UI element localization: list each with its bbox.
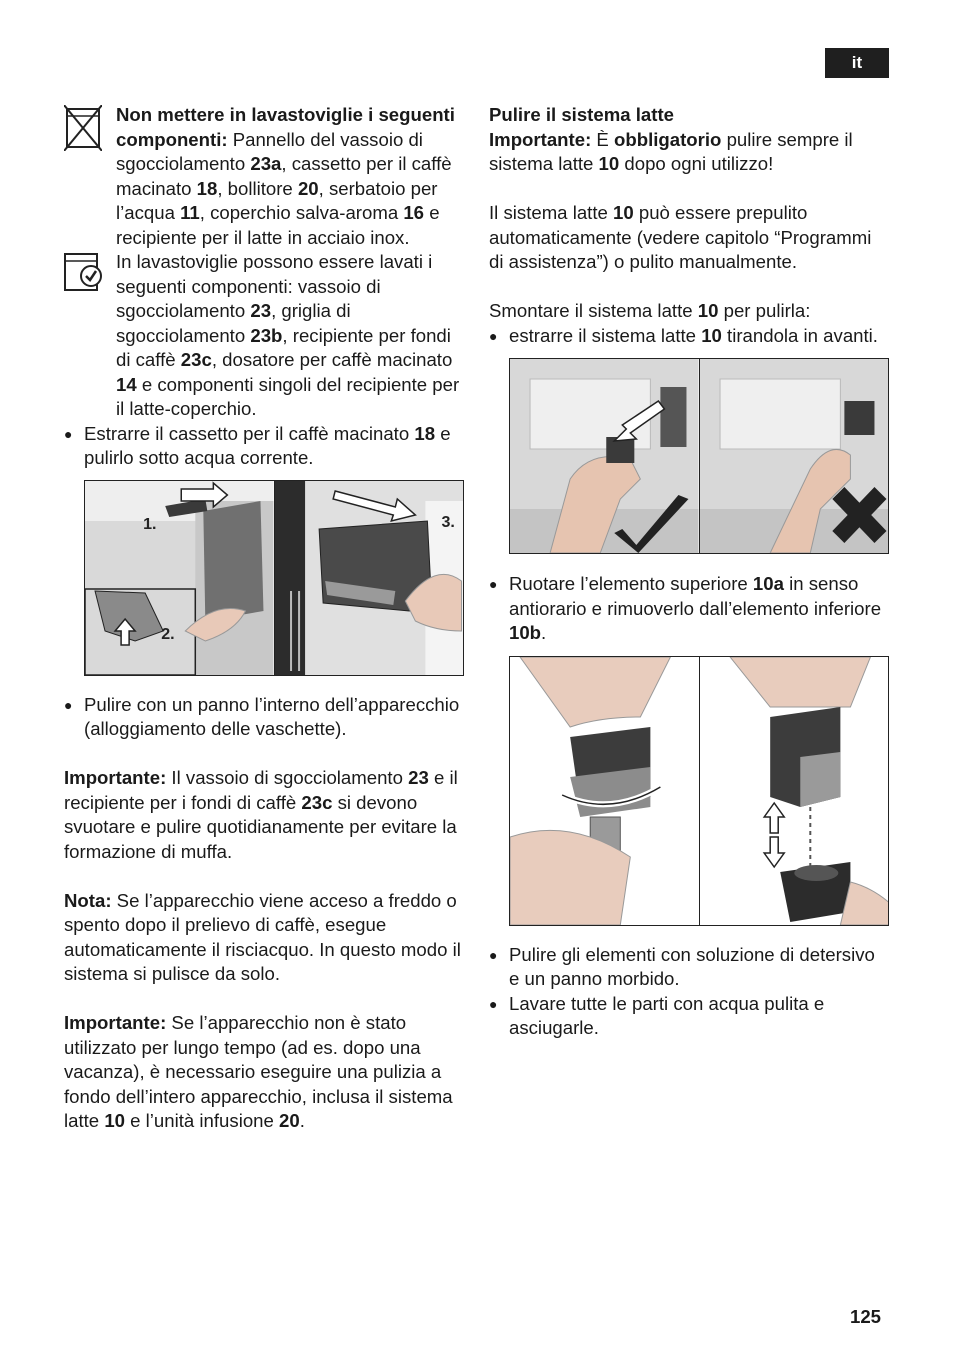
language-tab: it [825, 48, 889, 78]
figure-coffee-drawer [84, 480, 464, 676]
figure-label-3: 3. [440, 512, 455, 531]
section-heading: Pulire il sistema latte [489, 104, 674, 125]
bullet-clean-interior: ● Pulire con un panno l’interno dell’apparecchio (alloggiamento delle vaschette). [64, 693, 464, 742]
figure-pull-correct [510, 359, 699, 553]
dishwasher-not-block: Non mettere in lavastoviglie i seguenti componenti: Pannello del vassoio di sgocciolamento 23a, cassetto per il caffè macinato 18, bollitore 20, serbatoio per l’acqua 11, coperchio salva-aroma 16 e recipiente per il latte in acciaio inox. [64, 103, 464, 250]
left-column [64, 103, 464, 1134]
important-daily-note: Importante: Il vassoio di sgocciolamento 23 e il recipiente per i fondi di caffè 23c si devono svuotare e pulire quotidianamente per evitare la formazione di muffa. [64, 767, 458, 862]
disassemble-paragraph: Smontare il sistema latte 10 per pulirla: [489, 300, 811, 321]
prerinse-paragraph: Il sistema latte 10 può essere prepulito automaticamente (vedere capitolo “Programmi di assistenza”) o pulito manualmente. [489, 202, 872, 272]
bullet-rinse-dry: ● Lavare tutte le parti con acqua pulita e asciugarle. [489, 992, 889, 1041]
bullet-drawer: ● Estrarre il cassetto per il caffè macinato 18 e pulirlo sotto acqua corrente. [64, 422, 464, 471]
figure-rotate-panel [510, 657, 699, 925]
important-milk-note: Importante: È obbligatorio pulire sempre il sistema latte 10 dopo ogni utilizzo! [489, 128, 853, 174]
figure-drawer-panel-1 [85, 481, 274, 675]
important-long-disuse-note: Importante: Se l’apparecchio non è stato utilizzato per lungo tempo (ad es. dopo una vacanza), è necessario eseguire una pulizia a fondo dell’intero apparecchio, inclusa il sistema latte 10 e l’unità infusione 20. [64, 1012, 453, 1131]
figure-label-1: 1. [143, 514, 157, 533]
figure-pull-milk-system [509, 358, 889, 554]
no-dishwasher-icon [64, 105, 102, 158]
bullet-rotate-element: ● Ruotare l’elemento superiore 10a in senso antiorario e rimuoverlo dall’elemento inferiore 10b. [489, 572, 889, 646]
dishwasher-safe-icon [64, 252, 104, 299]
figure-separate-panel [699, 657, 889, 925]
bullet-pull-out: ● estrarre il sistema latte 10 tirandola in avanti. [489, 324, 889, 349]
rinse-note: Nota: Se l’apparecchio viene acceso a freddo o spento dopo il prelievo di caffè, esegue automaticamente il risciacquo. In questo modo il sistema si pulisce da solo. [64, 889, 461, 984]
dishwasher-ok-block: In lavastoviglie possono essere lavati i seguenti componenti: vassoio di sgocciolamento 23, griglia di sgocciolamento 23b, recipiente per fondi di caffè 23c, dosatore per caffè macinato 14 e componenti singoli del recipiente per il latte-coperchio. [64, 250, 464, 422]
figure-rotate-separate [509, 656, 889, 926]
figure-label-2: 2. [161, 624, 175, 643]
right-column [489, 103, 889, 1041]
figure-pull-wrong [699, 359, 889, 553]
bullet-clean-elements: ● Pulire gli elementi con soluzione di detersivo e un panno morbido. [489, 943, 889, 992]
figure-drawer-panel-2 [274, 481, 464, 675]
page-number: 125 [850, 1306, 882, 1327]
